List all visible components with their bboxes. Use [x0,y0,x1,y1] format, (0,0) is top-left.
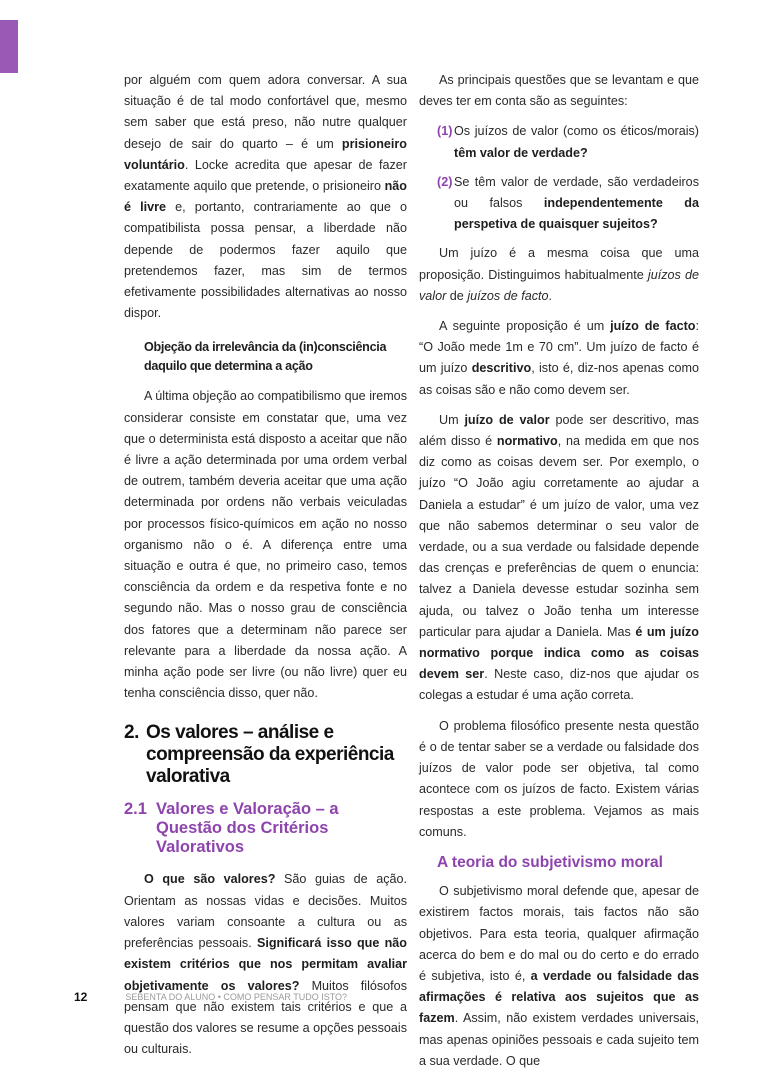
paragraph-intro: As principais questões que se levantam e que deves ter em conta são as seguintes: [419,73,699,109]
paragraph-value-judgment: Um juízo de valor pode ser descritivo, mas além disso é normativo, na medida em que nos diz como as coisas devem ser. Por exemplo, o juízo “O João agiu corretamente ao ajudar a Daniela a estudar” é um juízo de valor, uma vez que não sabemos determinar o seu valor de verdade, ou a sua verdade ou falsidade depende das crenças e preferências de quem o enuncia: talvez a Daniela devesse estudar sozinha sem ajuda, ou talvez o João tenha um interesse particular para ajudar a Daniela. Mas é um juízo normativo porque indica como as coisas devem ser. Neste caso, diz-nos que ajudar os colegas a estudar é uma ação correta. [419,412,700,703]
right-column [419,70,699,1081]
footer-text: SEBENTA DO ALUNO • COMO PENSAR TUDO ISTO? [125,992,348,1002]
page-number: 12 [74,990,88,1004]
chapter-tab [0,20,18,73]
question-1: (1) Os juízos de valor (como os éticos/morais) têm valor de verdade? [437,124,699,160]
paragraph-values: O que são valores? São guias de ação. Orientam as nossas vidas e decisões. Muitos valores variam consoante a cultura ou as preferências pessoais. Significará isso que não existem critérios que nos permitam avaliar objetivamente os valores? Muitos filósofos pensam que não existem tais critérios e que a questão dos valores se resume a opções pessoais ou culturais. [124,872,408,1057]
page-footer [74,990,347,1004]
paragraph-judgment: Um juízo é a mesma coisa que uma proposição. Distinguimos habitualmente juízos de valor de juízos de facto. [419,246,700,303]
paragraph-problem: O problema filosófico presente nesta questão é o de tentar saber se a verdade ou falsidade dos juízos de valor pode ser objetiva, tal como acontece com os juízos de facto. Existem várias respostas a este problema. Vejamos as mais comuns. [419,718,699,839]
paragraph-subjectivism: O subjetivismo moral defende que, apesar de existirem factos morais, tais factos não são objetivos. Para esta teoria, qualquer afirmação acerca do bem e do mal ou do certo e do errado é subjetiva, isto é, a verdade ou falsidade das afirmações é relativa aos sujeitos que as fazem. Assim, não existem verdades universais, mas apenas opiniões pessoais e cada sujeito tem a sua verdade. O que [419,884,699,1068]
question-2: (2) Se têm valor de verdade, são verdadeiros ou falsos independentemente da perspetiva de quaisquer sujeitos? [437,174,700,232]
paragraph-fact: A seguinte proposição é um juízo de facto: “O João mede 1m e 70 cm”. Um juízo de facto é um juízo descritivo, isto é, diz-nos apenas como as coisas são e não como devem ser. [419,319,699,397]
left-column [124,70,407,1069]
subjectivism-heading: A teoria do subjetivismo moral [437,853,663,871]
paragraph-prisoner: por alguém com quem adora conversar. A sua situação é de tal modo confortável que, mesmo sem saber que está preso, não nutre qualquer desejo de sair do quarto – é um prisioneiro voluntário. Locke acredita que apesar de fazer exatamente aquilo que pretende, o prisioneiro não é livre e, portanto, contrariamente ao que o compatibilista possa pensar, a liberdade não depende de podermos fazer aquilo que pretendemos fazer, mas sim de termos efetivamente possibilidades alternativas ao nosso dispor. [124,73,407,321]
section-title: 2. Os valores – análise e compreensão da experiência valorativa [124,722,394,788]
subsection-title: 2.1 Valores e Valoração – a Questão dos Critérios Valorativos [124,800,339,857]
paragraph-objection: A última objeção ao compatibilismo que iremos considerar consiste em constatar que, uma vez que o determinista está disposto a aceitar que não é livre a ação determinada por uma ordem verbal de outrem, também deveria aceitar que uma ação determinada por ordens não verbais veiculadas por processos físico-químicos em ação no nosso organismo não o é. A diferença entre uma situação e outra é que, no primeiro caso, temos consciência da ordem e da respetiva fonte e no segundo não. Mas o nosso grau de consciência dos fatores que a determinam não parece ser relevante para a liberdade da nossa ação. A minha ação pode ser livre (ou não livre) quer eu tenha consciência disso, quer não. [124,389,407,701]
objection-heading: Objeção da irrelevância da (in)consciência daquilo que determina a ação [144,340,387,374]
